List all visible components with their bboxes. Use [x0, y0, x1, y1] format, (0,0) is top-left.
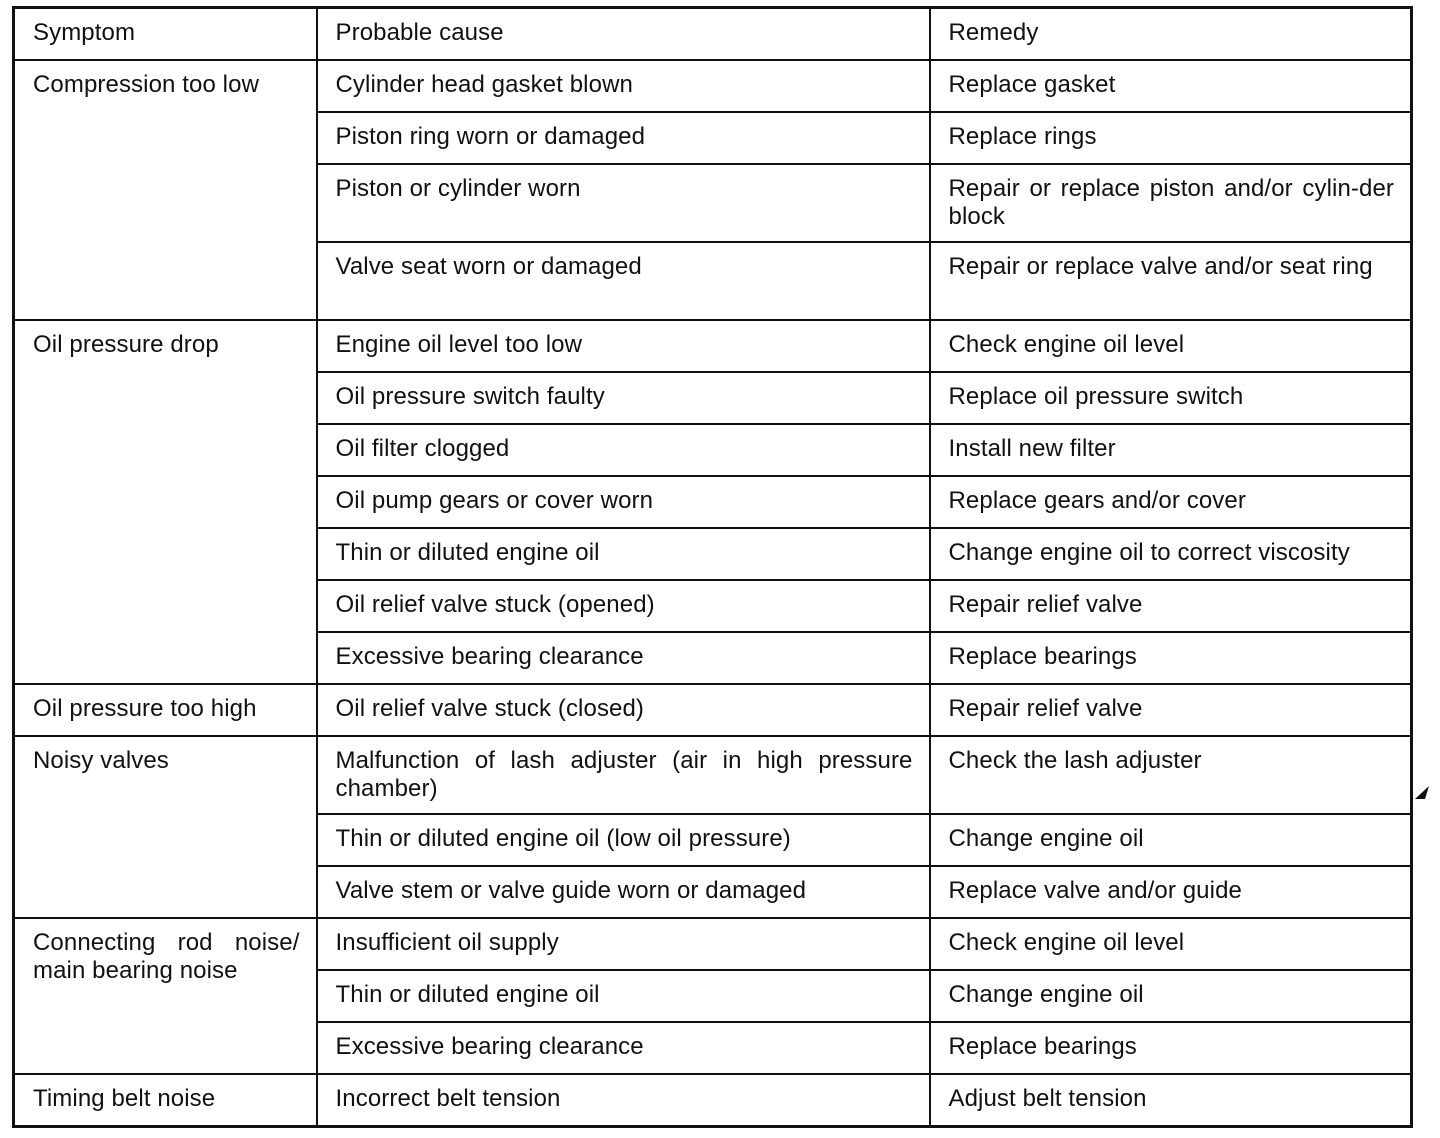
remedy-cell: Change engine oil [930, 814, 1412, 866]
cause-cell: Thin or diluted engine oil [317, 528, 930, 580]
cause-cell: Oil filter clogged [317, 424, 930, 476]
remedy-cell: Replace gears and/or cover [930, 476, 1412, 528]
remedy-cell: Repair relief valve [930, 684, 1412, 736]
cause-cell: Incorrect belt tension [317, 1074, 930, 1127]
header-remedy: Remedy [930, 8, 1412, 61]
symptom-cell: Timing belt noise [14, 1074, 317, 1127]
header-row [14, 8, 1412, 61]
remedy-cell: Replace bearings [930, 1022, 1412, 1074]
table-row [14, 1074, 1412, 1127]
remedy-cell: Repair relief valve [930, 580, 1412, 632]
cause-cell: Thin or diluted engine oil [317, 970, 930, 1022]
symptom-cell: Noisy valves [14, 736, 317, 918]
cause-cell: Cylinder head gasket blown [317, 60, 930, 112]
table-row [14, 320, 1412, 372]
header-probable-cause: Probable cause [317, 8, 930, 61]
table-row [14, 736, 1412, 814]
remedy-cell: Check engine oil level [930, 918, 1412, 970]
remedy-cell: Change engine oil [930, 970, 1412, 1022]
remedy-cell: Repair or replace piston and/or cylin-der block [930, 164, 1412, 242]
remedy-cell: Repair or replace valve and/or seat ring [930, 242, 1412, 320]
remedy-cell: Check the lash adjuster [930, 736, 1412, 814]
table-row [14, 60, 1412, 112]
margin-arrow-icon [1414, 784, 1430, 800]
cause-cell: Excessive bearing clearance [317, 1022, 930, 1074]
remedy-cell: Replace bearings [930, 632, 1412, 684]
remedy-cell: Change engine oil to correct viscosity [930, 528, 1412, 580]
remedy-cell: Install new filter [930, 424, 1412, 476]
troubleshooting-sheet [12, 6, 1410, 1128]
cause-cell: Oil relief valve stuck (closed) [317, 684, 930, 736]
table-row [14, 918, 1412, 970]
header-symptom: Symptom [14, 8, 317, 61]
cause-cell: Malfunction of lash adjuster (air in high pressure chamber) [317, 736, 930, 814]
symptom-cell: Oil pressure drop [14, 320, 317, 684]
remedy-cell: Replace gasket [930, 60, 1412, 112]
troubleshooting-table [12, 6, 1413, 1128]
remedy-cell: Check engine oil level [930, 320, 1412, 372]
cause-cell: Engine oil level too low [317, 320, 930, 372]
symptom-cell: Connecting rod noise/ main bearing noise [14, 918, 317, 1074]
margin-arrow-shape [1415, 786, 1429, 799]
cause-cell: Valve seat worn or damaged [317, 242, 930, 320]
remedy-cell: Replace oil pressure switch [930, 372, 1412, 424]
symptom-cell: Compression too low [14, 60, 317, 320]
cause-cell: Thin or diluted engine oil (low oil pressure) [317, 814, 930, 866]
symptom-cell: Oil pressure too high [14, 684, 317, 736]
remedy-cell: Replace rings [930, 112, 1412, 164]
table-row [14, 684, 1412, 736]
cause-cell: Oil relief valve stuck (opened) [317, 580, 930, 632]
cause-cell: Valve stem or valve guide worn or damaged [317, 866, 930, 918]
cause-cell: Insufficient oil supply [317, 918, 930, 970]
remedy-cell: Replace valve and/or guide [930, 866, 1412, 918]
cause-cell: Piston or cylinder worn [317, 164, 930, 242]
cause-cell: Excessive bearing clearance [317, 632, 930, 684]
cause-cell: Oil pump gears or cover worn [317, 476, 930, 528]
cause-cell: Piston ring worn or damaged [317, 112, 930, 164]
remedy-cell: Adjust belt tension [930, 1074, 1412, 1127]
cause-cell: Oil pressure switch faulty [317, 372, 930, 424]
